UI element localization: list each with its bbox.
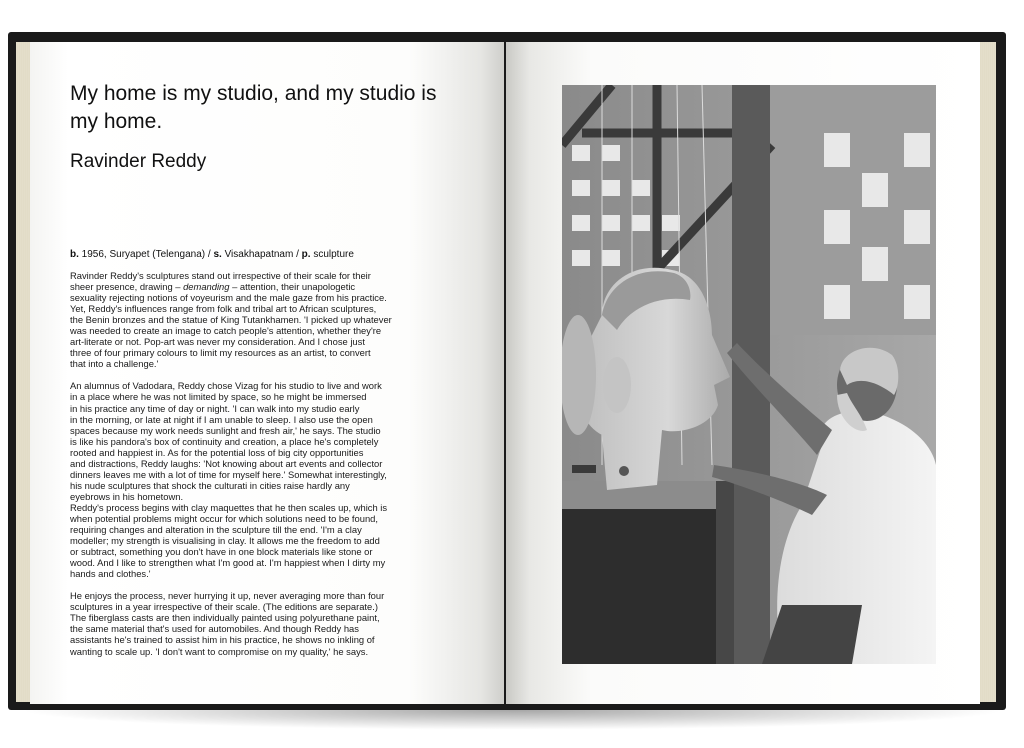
studio-label: s. — [213, 249, 222, 260]
artist-name: Ravinder Reddy — [70, 151, 207, 172]
artist-meta — [70, 249, 470, 260]
studio-value: Visakhapatnam — [224, 249, 294, 260]
paragraph-1-text-a: Ravinder Reddy's sculptures stand out irrespective of their scale for their sheer presence, drawing – — [70, 270, 371, 293]
studio-photo-illustration — [562, 85, 936, 664]
page-edges-right — [978, 42, 996, 702]
separator: / — [207, 249, 211, 260]
paragraph-4: He enjoys the process, never hurrying it up, never averaging more than four sculptures in a year irrespective of their scale. (The editions are separate.) The fiberglass casts are then individually painted using polyurethane paint, the same material that's used for automobiles. And though Reddy has assistants he's trained to assist him in his practice, he shows no inkling of wanting to scale up. 'I don't want to compromise on my quality,' he says. — [70, 590, 385, 657]
paragraph-2: An alumnus of Vadodara, Reddy chose Vizag for his studio to live and work in a place where he was not limited by space, so he might be immersed in his practice any time of day or night. 'I can walk into my studio early in the morning, or late at night if I am unable to sleep. I also use the open spaces because my work needs sunlight and fresh air,' he says. The studio is like his pandora's box of continuity and creation, a place he's completely rooted and happiest in. As for the potential loss of big city opportunities and distractions, Reddy laughs: 'Not knowing about art events and collector dinners leaves me with a lot of time for myself here.' Somewhat interestingly, his nude sculptures that shock the culturati in cities raise hardly any eyebrows in his hometown. — [70, 380, 387, 502]
paragraph-1-text-b: – attention, their unapologetic sexuality rejecting notions of voyeurism and the male gaze from his practice. Yet, Reddy's influences range from folk and tribal art to African sculptures, the Benin bronzes and the statue of King Tutankhamen. 'I picked up whatever was needed to create an image to catch people's attention, whether they're art-literate or not. Pop-art was never my consideration. And I chose just three of four primary colours to limit my resources as an artist, to convert that into a challenge.' — [70, 281, 392, 370]
paragraph-1 — [70, 270, 450, 369]
artist-photo — [562, 85, 936, 664]
separator: / — [296, 249, 299, 260]
birth-value: 1956, Suryapet (Telengana) — [81, 249, 206, 260]
paragraph-1-emphasis: demanding — [183, 281, 230, 293]
paragraph-3: Reddy's process begins with clay maquettes that he then scales up, which is when potential problems might occur for which solutions need to be found, requiring changes and alteration in the sculpture till the end. 'I'm a clay modeller; my strength is visualising in clay. It allows me the freedom to add or subtract, something you don't have in one block materials like stone or wood. And I like to strengthen what I'm good at. I'm happiest when I dirty my hands and clothes.' — [70, 501, 388, 580]
pull-quote: My home is my studio, and my studio is my home. — [70, 82, 437, 133]
practice-value: sculpture — [313, 249, 354, 260]
article-body — [70, 270, 450, 668]
birth-label: b. — [70, 249, 79, 260]
practice-label: p. — [301, 249, 311, 260]
